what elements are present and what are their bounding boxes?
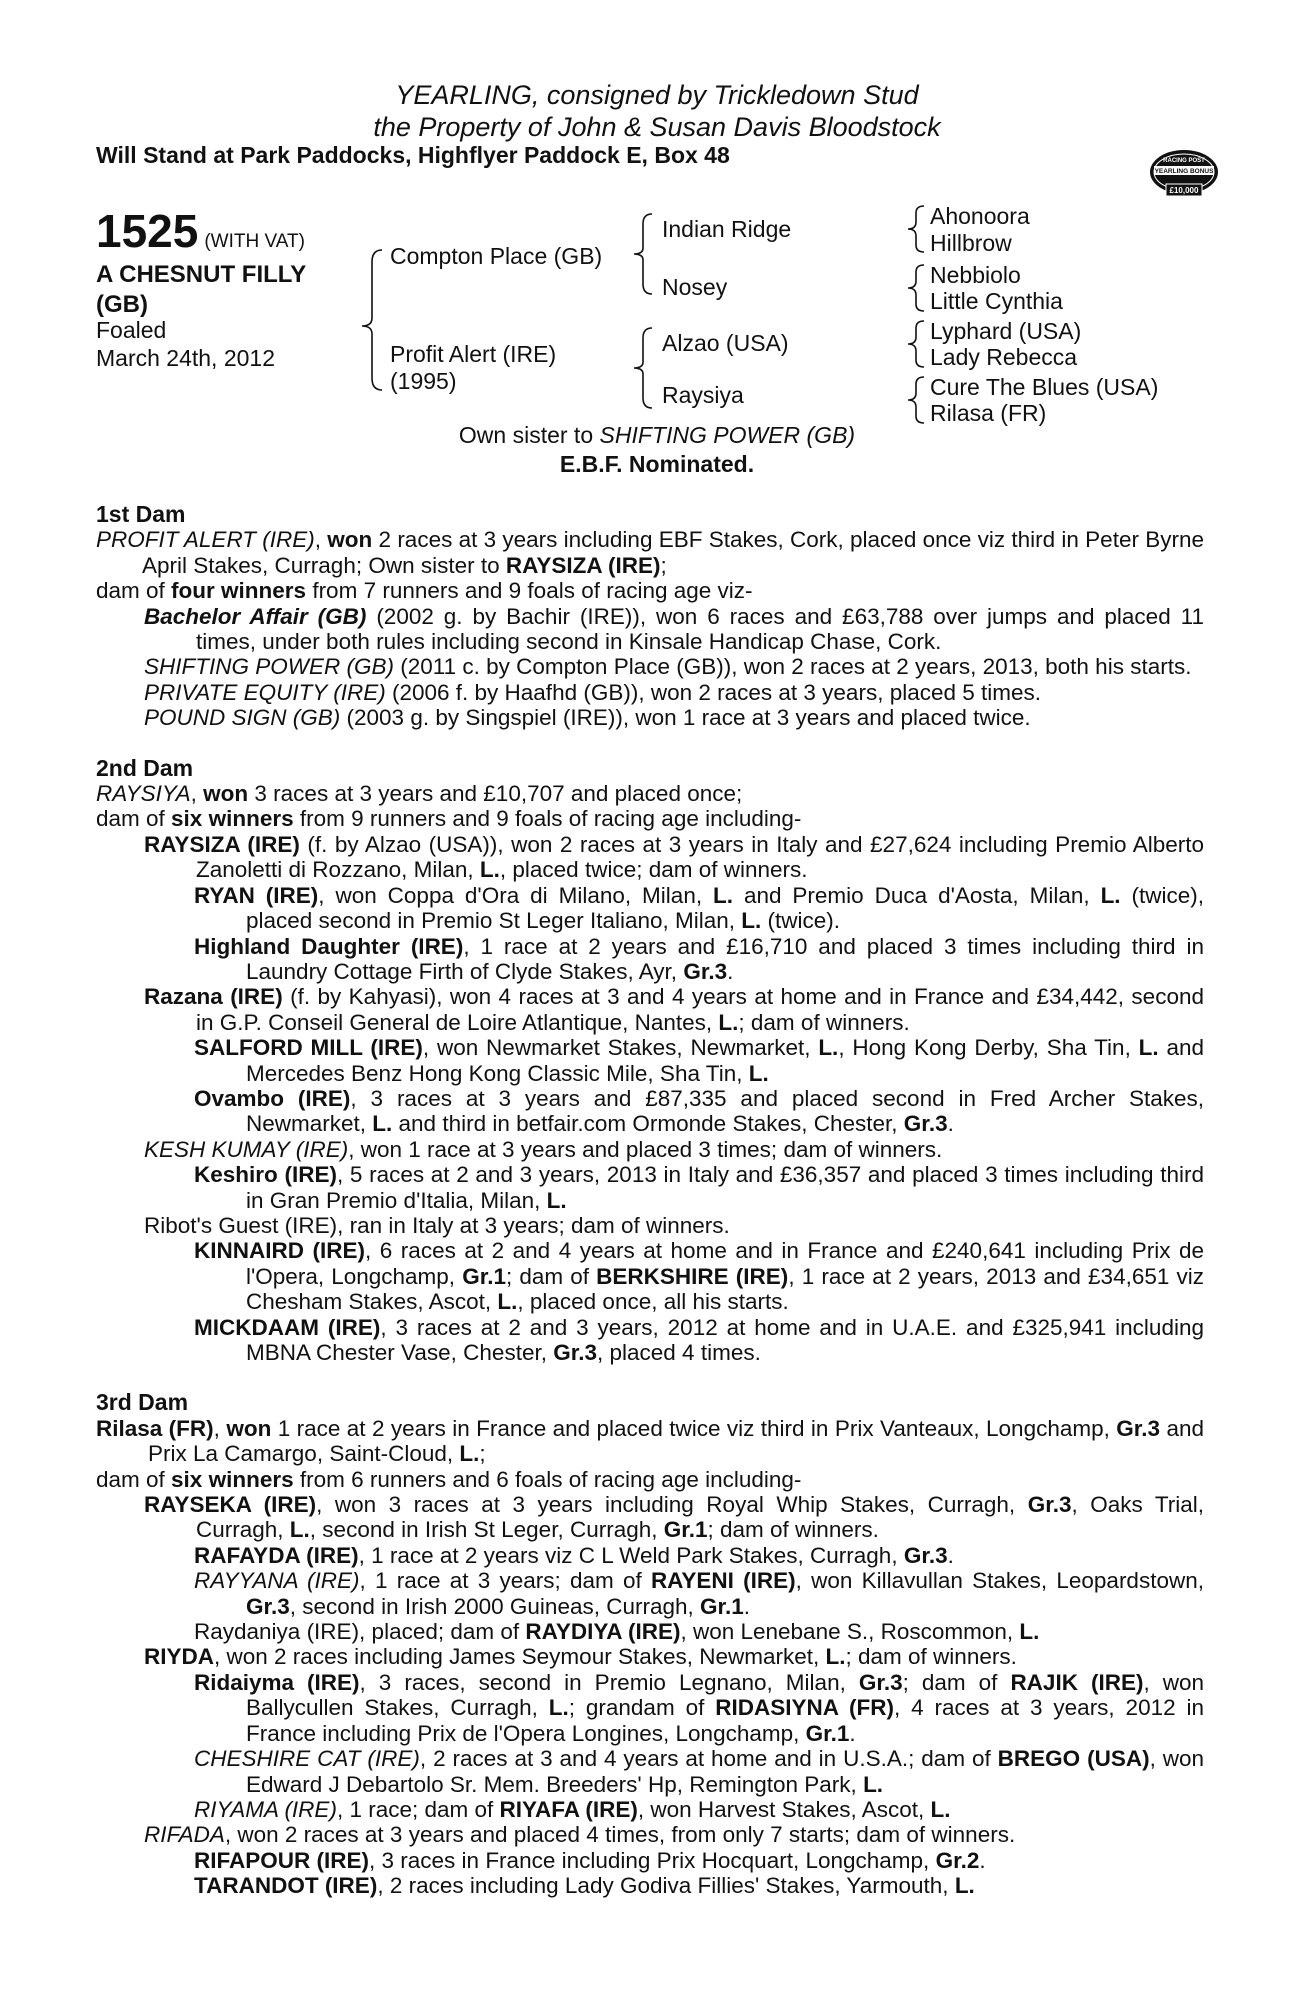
entry-text: , 6 races at 2 and 4 years at home and in France and £240,641 including Prix de l'Opera, Longchamp,	[246, 1238, 1204, 1289]
pedigree-sire: Compton Place (GB)	[390, 243, 603, 269]
pedigree-sire-dam: Nosey	[662, 274, 728, 300]
entry-text: RIYAFA (IRE)	[499, 1796, 638, 1822]
pedigree-entry	[96, 1086, 1204, 1137]
pedigree-entry	[96, 883, 1204, 934]
entry-text: ,	[213, 1415, 227, 1441]
entry-text: L.	[748, 1060, 769, 1086]
entry-text: Razana (IRE)	[144, 984, 283, 1010]
entry-text: RIDASIYNA (FR)	[715, 1695, 894, 1721]
entry-text: RAYENI (IRE)	[650, 1568, 796, 1594]
property-line: the Property of John & Susan Davis Bloodstock	[373, 112, 941, 142]
entry-text: Gr.3	[1116, 1415, 1161, 1441]
entry-text: CHESHIRE CAT (IRE)	[194, 1746, 420, 1772]
pedigree-entry	[96, 832, 1204, 883]
entry-text: , 1 race at 3 years; dam of	[359, 1568, 651, 1594]
entry-text: , 2 races including Lady Godiva Fillies' Stakes, Yarmouth,	[377, 1873, 955, 1899]
entry-text: (2002 g. by Bachir (IRE)), won 6 races and £63,788 over jumps and placed 11 times, under both rules including second in Kinsale Handicap Chase, Cork.	[196, 603, 1204, 655]
badge-mid-text: YEARLING BONUS	[1154, 168, 1214, 175]
entry-text: RAYSIYA	[96, 781, 191, 807]
pedigree-sire-sire: Indian Ridge	[662, 216, 792, 242]
entry-text: SALFORD MILL (IRE)	[194, 1035, 423, 1061]
entry-text: , second in Irish 2000 Guineas, Curragh,	[289, 1593, 701, 1619]
pedigree-dd-sire: Cure The Blues (USA)	[930, 374, 1159, 400]
entry-text: , 5 races at 2 and 3 years, 2013 in Italy and £36,357 and placed 3 times including third in Gran Premio d'Italia, Milan,	[246, 1162, 1205, 1213]
entry-text: .	[979, 1847, 986, 1873]
entry-text: Bachelor Affair (GB)	[144, 603, 367, 629]
entry-text: Gr.3	[1027, 1492, 1072, 1518]
entry-text: L.	[863, 1771, 884, 1797]
pedigree-entry	[96, 1238, 1204, 1314]
entry-text: Keshiro (IRE)	[194, 1162, 337, 1188]
section-heading: 3rd Dam	[96, 1389, 189, 1416]
lot-number: 1525	[96, 205, 199, 257]
entry-text: , 1 race at 2 years viz C L Weld Park Stakes, Curragh,	[358, 1542, 904, 1568]
pedigree-entry	[96, 527, 1204, 578]
bracket-main	[362, 250, 382, 390]
pedigree-entry	[96, 705, 1204, 730]
entry-text: , 3 races at 3 years and £87,335 and placed second in Fred Archer Stakes, Newmarket,	[246, 1085, 1204, 1137]
vat-label: (WITH VAT)	[204, 231, 305, 252]
entry-text: four winners	[171, 578, 307, 604]
entry-text: Highland Daughter (IRE)	[194, 933, 464, 959]
bracket-ss	[908, 206, 924, 252]
entry-text: from 9 runners and 9 foals of racing age including-	[293, 806, 802, 832]
entry-text: L.	[954, 1873, 975, 1899]
badge-top-text: RACING POST	[1163, 158, 1205, 164]
entry-text: L.	[459, 1441, 480, 1467]
entry-text: 2 races at 3 years including EBF Stakes, Cork, placed once viz third in Peter Byrne April Stakes, Curragh; Own sister to	[142, 527, 1204, 578]
entry-text: , Hong Kong Derby, Sha Tin,	[838, 1035, 1139, 1061]
entry-text: L.	[1019, 1619, 1040, 1645]
entry-text: .	[849, 1720, 856, 1746]
section-heading: 2nd Dam	[96, 754, 194, 781]
entry-text: L.	[818, 1035, 839, 1061]
entry-text: PRIVATE EQUITY (IRE)	[144, 679, 386, 705]
entry-text: from 6 runners and 6 foals of racing age including-	[293, 1466, 802, 1492]
entry-text: Gr.3	[903, 1111, 948, 1137]
entry-text: L.	[497, 1289, 518, 1315]
entry-text: , Oaks Trial, Curragh,	[196, 1492, 1204, 1543]
stand-location: Will Stand at Park Paddocks, Highflyer Paddock E, Box 48	[96, 142, 730, 168]
entry-text: RIYAMA (IRE)	[194, 1796, 337, 1822]
entry-text: PROFIT ALERT (IRE)	[96, 527, 315, 553]
pedigree-entry	[96, 1492, 1204, 1543]
entry-text: ;	[660, 552, 667, 578]
entry-text: , 2 races at 3 and 4 years at home and in U.S.A.; dam of	[419, 1746, 998, 1772]
entry-text: .	[947, 1542, 954, 1568]
dam-sections	[96, 502, 1204, 1899]
entry-text: RYAN (IRE)	[194, 882, 319, 908]
entry-text: , won Killavullan Stakes, Leopardstown,	[795, 1568, 1204, 1594]
entry-text: TARANDOT (IRE)	[194, 1873, 378, 1899]
entry-text: , 1 race at 2 years and £16,710 and placed 3 times including third in Laundry Cottage Firth of Clyde Stakes, Ayr,	[246, 933, 1204, 984]
foaled-date: March 24th, 2012	[96, 345, 276, 371]
pedigree-entry	[96, 1644, 1204, 1669]
entry-text: and third in betfair.com Ormonde Stakes, Chester,	[392, 1111, 904, 1137]
pedigree-entry	[96, 1467, 1204, 1492]
entry-text: dam of	[96, 1466, 172, 1492]
entry-text: (f. by Alzao (USA)), won 2 races at 3 years in Italy and £27,624 including Premio Alberto Zanoletti di Rozzano, Milan,	[196, 831, 1204, 883]
pedigree-entry	[96, 654, 1204, 679]
pedigree-dam-year: (1995)	[390, 368, 457, 394]
pedigree-entry	[96, 1035, 1204, 1086]
entry-text: RAYDIYA (IRE)	[525, 1619, 681, 1645]
pedigree-entry	[96, 578, 1204, 603]
entry-text: , won 2 races at 3 years and placed 4 times, from only 7 starts; dam of winners.	[224, 1822, 1016, 1848]
entry-text: ,	[190, 781, 204, 807]
entry-text: six winners	[171, 1466, 294, 1492]
entry-text: RAYYANA (IRE)	[194, 1568, 360, 1594]
entry-text: RIFADA	[144, 1822, 225, 1848]
entry-text: and Prix La Camargo, Saint-Cloud,	[148, 1415, 1204, 1467]
entry-text: , won Harvest Stakes, Ascot,	[637, 1796, 931, 1822]
entry-text: ; dam of	[902, 1669, 1011, 1695]
ebf-note: E.B.F. Nominated.	[559, 451, 755, 477]
entry-text: , 3 races in France including Prix Hocquart, Longchamp,	[369, 1847, 936, 1873]
entry-text: L.	[289, 1517, 310, 1543]
pedigree-ds-dam: Lady Rebecca	[930, 344, 1078, 370]
entry-text: RAJIK (IRE)	[1010, 1669, 1144, 1695]
entry-text: Raydaniya (IRE), placed; dam of	[194, 1619, 526, 1645]
entry-text: KESH KUMAY (IRE)	[144, 1136, 349, 1162]
entry-text: , won 3 races at 3 years including Royal Whip Stakes, Curragh,	[316, 1492, 1028, 1518]
sex-line-1: A CHESNUT FILLY	[96, 261, 307, 288]
pedigree-entry	[96, 1670, 1204, 1746]
entry-text: Gr.3	[683, 958, 728, 984]
entry-text: dam of	[96, 578, 172, 604]
entry-text: Gr.1	[462, 1263, 506, 1289]
entry-text: Gr.1	[700, 1593, 744, 1619]
entry-text: 3 races at 3 years and £10,707 and placed once;	[248, 781, 743, 807]
bracket-dam	[634, 328, 652, 408]
entry-text: RAYSIZA (IRE)	[144, 831, 300, 857]
entry-text: (f. by Kahyasi), won 4 races at 3 and 4 years at home and in France and £34,442, second in G.P. Conseil General de Loire Atlantique, Nantes,	[196, 984, 1204, 1035]
own-sister-note	[0, 422, 1314, 449]
pedigree-ds-sire: Lyphard (USA)	[930, 318, 1082, 344]
entry-text: Gr.2	[935, 1847, 980, 1873]
entry-text: L.	[548, 1695, 569, 1721]
entry-text: , 1 race; dam of	[336, 1796, 500, 1822]
section-heading: 1st Dam	[96, 501, 186, 527]
entry-text: RAYSIZA (IRE)	[505, 552, 661, 578]
entry-text: six winners	[171, 806, 294, 832]
entry-text: won	[327, 527, 373, 553]
entry-text: , placed once, all his starts.	[517, 1289, 789, 1315]
entry-text: Gr.3	[553, 1340, 597, 1365]
pedigree-entry	[96, 1822, 1204, 1847]
entry-text: BREGO (USA)	[997, 1746, 1150, 1772]
pedigree-entry	[96, 781, 1204, 806]
pedigree-entry	[96, 604, 1204, 655]
pedigree-dam	[390, 341, 556, 395]
entry-text: MICKDAAM (IRE)	[194, 1314, 381, 1340]
entry-text: L.	[718, 1009, 739, 1035]
own-sister-prefix: Own sister to	[458, 422, 600, 448]
section-gap	[96, 731, 1204, 756]
entry-text: SHIFTING POWER (GB)	[144, 654, 394, 680]
pedigree-entry	[96, 806, 1204, 831]
pedigree-entry	[96, 1797, 1204, 1822]
pedigree-dam-sire: Alzao (USA)	[662, 330, 789, 356]
entry-text: Rilasa (FR)	[96, 1415, 214, 1441]
pedigree-entry	[96, 1619, 1204, 1644]
entry-text: , 3 races at 2 and 3 years, 2012 at home and in U.A.E. and £325,941 including MBNA Chester Vase, Chester,	[246, 1314, 1204, 1365]
entry-text: ,	[314, 527, 328, 553]
entry-text: and Premio Duca d'Aosta, Milan,	[733, 882, 1101, 908]
pedigree-entry	[96, 1746, 1204, 1797]
entry-text: L.	[930, 1796, 951, 1822]
entry-text: , placed 4 times.	[597, 1340, 761, 1365]
entry-text: L.	[713, 882, 734, 908]
entry-text: L.	[741, 908, 762, 934]
entry-text: (2006 f. by Haafhd (GB)), won 2 races at 3 years, placed 5 times.	[385, 679, 1042, 705]
section-gap	[96, 1365, 1204, 1390]
bracket-sire	[634, 214, 652, 294]
entry-text: , won Ballycullen Stakes, Curragh,	[246, 1669, 1204, 1721]
entry-text: , second in Irish St Leger, Curragh,	[309, 1517, 664, 1543]
entry-text: L.	[1100, 882, 1121, 908]
entry-text: , won 1 race at 3 years and placed 3 times; dam of winners.	[348, 1136, 943, 1162]
entry-text: ; dam of winners.	[707, 1517, 879, 1543]
own-sister-name: SHIFTING POWER (GB)	[599, 422, 856, 448]
pedigree-dam-name: Profit Alert (IRE)	[390, 341, 557, 367]
pedigree-entry	[96, 1568, 1204, 1619]
entry-text: .	[727, 958, 734, 984]
pedigree-dd-dam: Rilasa (FR)	[930, 400, 1047, 426]
entry-text: Ovambo (IRE)	[194, 1085, 351, 1111]
entry-text: , 1 race at 2 years, 2013 and £34,651 viz Chesham Stakes, Ascot,	[246, 1263, 1205, 1315]
pedigree-entry	[96, 1137, 1204, 1162]
pedigree-entry	[96, 1543, 1204, 1568]
pedigree-entry	[96, 1416, 1204, 1467]
entry-text: ;	[479, 1441, 486, 1467]
entry-text: (2003 g. by Singspiel (IRE)), won 1 race at 3 years and placed twice.	[340, 705, 1031, 731]
pedigree-entry	[96, 680, 1204, 705]
entry-text: L.	[1138, 1035, 1159, 1061]
entry-text: RAYSEKA (IRE)	[144, 1492, 317, 1518]
entry-text: Gr.1	[663, 1517, 708, 1543]
entry-text: and Mercedes Benz Hong Kong Classic Mile, Sha Tin,	[246, 1035, 1204, 1086]
pedigree-sd-dam: Little Cynthia	[930, 288, 1063, 314]
entry-text: Gr.3	[903, 1542, 948, 1568]
consignment-line: YEARLING, consigned by Trickledown Stud	[395, 80, 919, 110]
entry-text: dam of	[96, 806, 172, 832]
entry-text: , 4 races at 3 years, 2012 in France including Prix de l'Opera Longines, Longchamp,	[246, 1695, 1204, 1746]
sex-line-2: (GB)	[96, 291, 148, 318]
bracket-ds	[908, 321, 924, 367]
entry-text: from 7 runners and 9 foals of racing age viz-	[306, 578, 753, 604]
entry-text: .	[743, 1593, 751, 1619]
pedigree-entry	[96, 1873, 1204, 1898]
pedigree-entry	[96, 1213, 1204, 1238]
entry-text: ; dam of winners.	[845, 1644, 1017, 1670]
pedigree-ss-sire: Ahonoora	[930, 203, 1030, 229]
entry-text: .	[947, 1111, 954, 1137]
entry-text: L.	[546, 1187, 567, 1213]
entry-text: L.	[825, 1644, 846, 1670]
entry-text: ; dam of	[505, 1263, 597, 1289]
entry-text: Gr.1	[805, 1720, 850, 1746]
bracket-dd	[908, 377, 924, 423]
entry-text: 1 race at 2 years in France and placed twice viz third in Prix Vanteaux, Longchamp,	[271, 1415, 1117, 1441]
entry-text: , won Newmarket Stakes, Newmarket,	[422, 1035, 819, 1061]
entry-text: ; dam of winners.	[738, 1009, 910, 1035]
pedigree-entry	[96, 1848, 1204, 1873]
entry-text: , 3 races, second in Premio Legnano, Milan,	[359, 1669, 859, 1695]
pedigree-sd-sire: Nebbiolo	[930, 262, 1021, 288]
foaled-label: Foaled	[96, 317, 167, 343]
pedigree-entry	[96, 934, 1204, 985]
entry-text: L.	[479, 857, 500, 883]
entry-text: Ribot's Guest (IRE), ran in Italy at 3 years; dam of winners.	[144, 1212, 730, 1238]
entry-text: , placed twice; dam of winners.	[499, 857, 808, 883]
entry-text: BERKSHIRE (IRE)	[596, 1263, 789, 1289]
entry-text: RIYDA	[144, 1644, 215, 1670]
pedigree-entry	[96, 984, 1204, 1035]
entry-text: (twice).	[761, 908, 841, 934]
entry-text: ; grandam of	[568, 1695, 716, 1721]
pedigree-entry	[96, 1162, 1204, 1213]
entry-text: , won 2 races including James Seymour Stakes, Newmarket,	[214, 1644, 826, 1670]
entry-text: , won Lenebane S., Roscommon,	[680, 1619, 1020, 1645]
entry-text: (twice), placed second in Premio St Leger Italiano, Milan,	[246, 882, 1204, 934]
entry-text: RIFAPOUR (IRE)	[194, 1847, 370, 1873]
pedigree-entry	[96, 1315, 1204, 1366]
entry-text: , won Coppa d'Ora di Milano, Milan,	[318, 882, 714, 908]
entry-text: Gr.3	[246, 1593, 290, 1619]
entry-text: Ridaiyma (IRE)	[194, 1669, 360, 1695]
pedigree-ss-dam: Hillbrow	[930, 230, 1012, 256]
bracket-sd	[908, 265, 924, 311]
entry-text: won	[203, 781, 249, 807]
entry-text: RAFAYDA (IRE)	[194, 1542, 359, 1568]
entry-text: won	[226, 1415, 272, 1441]
entry-text: L.	[372, 1111, 393, 1137]
entry-text: Gr.3	[858, 1669, 903, 1695]
pedigree-dam-dam: Raysiya	[662, 382, 744, 408]
badge-amount-text: £10,000	[1169, 186, 1199, 195]
entry-text: POUND SIGN (GB)	[144, 705, 341, 731]
entry-text: , won Edward J Debartolo Sr. Mem. Breeders' Hp, Remington Park,	[246, 1746, 1205, 1797]
entry-text: (2011 c. by Compton Place (GB)), won 2 races at 2 years, 2013, both his starts.	[394, 654, 1192, 680]
entry-text: KINNAIRD (IRE)	[194, 1238, 366, 1264]
